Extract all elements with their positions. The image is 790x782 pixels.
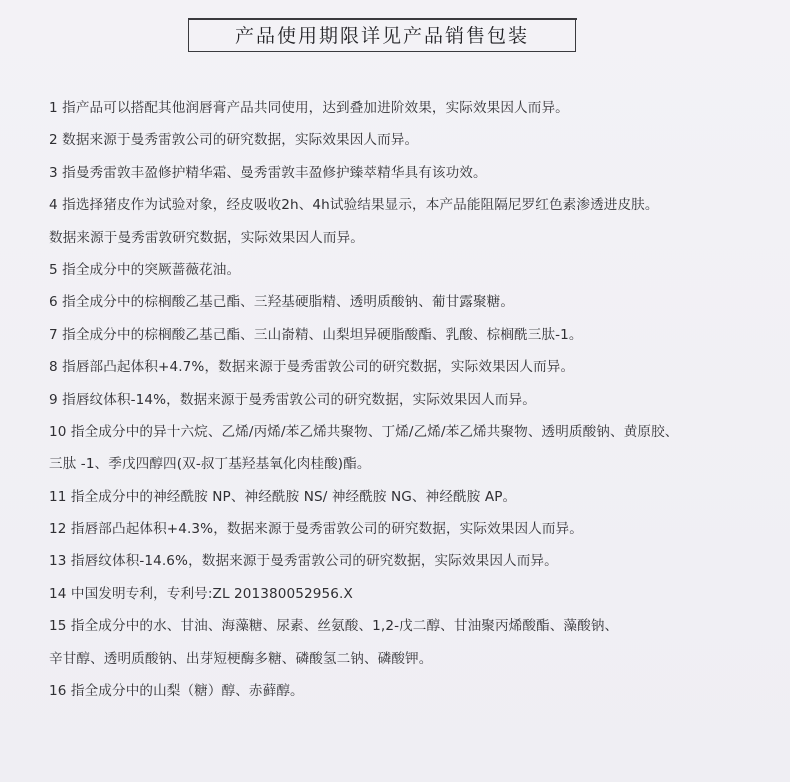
footnote-4-continued: 数据来源于曼秀雷敦研究数据，实际效果因人而异。 [49,229,364,246]
footnote-15-continued: 辛甘醇、透明质酸钠、出芽短梗酶多糖、磷酸氢二钠、磷酸钾。 [49,650,433,667]
footnote-4: 4 指选择猪皮作为试验对象，经皮吸收2h、4h试验结果显示，本产品能阻隔尼罗红色素渗透进皮肤。 [49,197,659,214]
footnote-8: 8 指唇部凸起体积+4.7%，数据来源于曼秀雷敦公司的研究数据，实际效果因人而异。 [49,359,575,376]
footnote-11: 11 指全成分中的神经酰胺 NP、神经酰胺 NS/ 神经酰胺 NG、神经酰胺 AP。 [49,488,517,505]
footnote-7: 7 指全成分中的棕榈酸乙基己酯、三山嵛精、山梨坦异硬脂酸酯、乳酸、棕榈酰三肽-1。 [49,326,583,343]
page-title: 产品使用期限详见产品销售包装 [188,18,576,52]
footnote-15: 15 指全成分中的水、甘油、海藻糖、尿素、丝氨酸、1,2-戊二醇、甘油聚丙烯酸酯、藻酸钠、 [49,618,619,635]
footnote-9: 9 指唇纹体积-14%，数据来源于曼秀雷敦公司的研究数据，实际效果因人而异。 [49,391,536,408]
footnote-13: 13 指唇纹体积-14.6%，数据来源于曼秀雷敦公司的研究数据，实际效果因人而异。 [49,553,558,570]
footnote-10: 10 指全成分中的异十六烷、乙烯/丙烯/苯乙烯共聚物、丁烯/乙烯/苯乙烯共聚物、透明质酸钠、黄原胶、 [49,423,679,440]
footnote-10-continued: 三肽 -1、季戊四醇四(双-叔丁基羟基氧化肉桂酸)酯。 [49,456,371,473]
footnote-5: 5 指全成分中的突厥蔷薇花油。 [49,261,241,278]
footnote-12: 12 指唇部凸起体积+4.3%，数据来源于曼秀雷敦公司的研究数据，实际效果因人而异。 [49,521,583,538]
footnote-14: 14 中国发明专利，专利号:ZL 201380052956.X [49,585,353,602]
footnote-16: 16 指全成分中的山梨（糖）醇、赤藓醇。 [49,683,304,700]
footnote-2: 2 数据来源于曼秀雷敦公司的研究数据，实际效果因人而异。 [49,132,419,149]
footnote-3: 3 指曼秀雷敦丰盈修护精华霜、曼秀雷敦丰盈修护臻萃精华具有该功效。 [49,164,487,181]
footnote-6: 6 指全成分中的棕榈酸乙基己酯、三羟基硬脂精、透明质酸钠、葡甘露聚糖。 [49,294,515,311]
footnote-1: 1 指产品可以搭配其他润唇膏产品共同使用，达到叠加进阶效果，实际效果因人而异。 [49,100,569,116]
footnote-list [49,96,784,711]
